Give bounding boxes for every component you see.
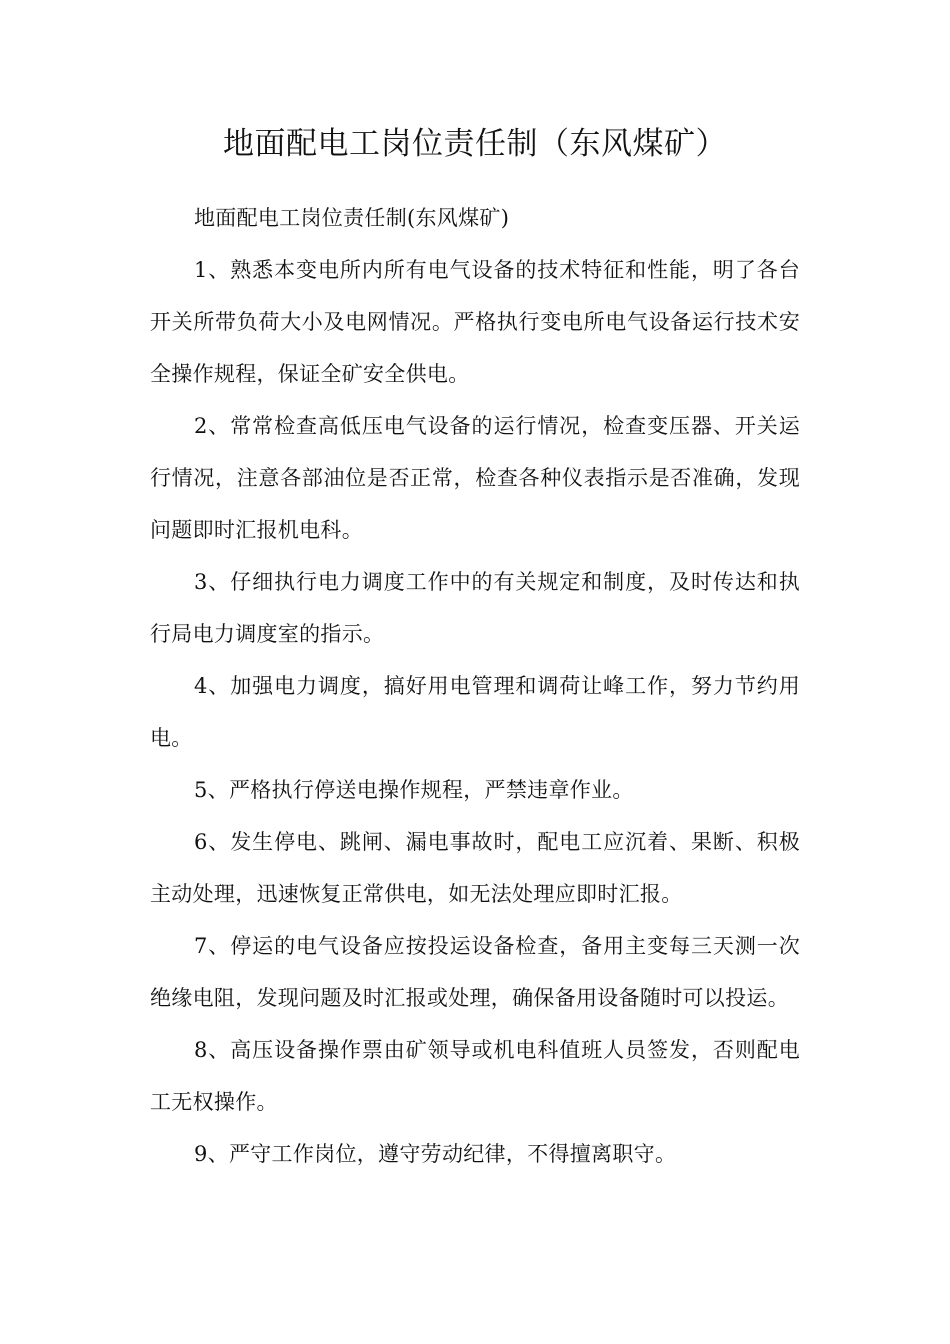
clause-8: 8、高压设备操作票由矿领导或机电科值班人员签发，否则配电工无权操作。 xyxy=(150,1038,800,1114)
document-title: 地面配电工岗位责任制（东风煤矿） xyxy=(223,126,727,162)
clause-3: 3、仔细执行电力调度工作中的有关规定和制度，及时传达和执行局电力调度室的指示。 xyxy=(150,570,800,646)
document-body xyxy=(150,192,800,1180)
clause-2: 2、常常检查高低压电气设备的运行情况，检查变压器、开关运行情况，注意各部油位是否正常，检查各种仪表指示是否准确，发现问题即时汇报机电科。 xyxy=(150,414,800,542)
clause-1: 1、熟悉本变电所内所有电气设备的技术特征和性能，明了各台开关所带负荷大小及电网情况。严格执行变电所电气设备运行技术安全操作规程，保证全矿安全供电。 xyxy=(150,258,800,386)
clause-6: 6、发生停电、跳闸、漏电事故时，配电工应沉着、果断、积极主动处理，迅速恢复正常供电，如无法处理应即时汇报。 xyxy=(150,830,800,906)
subtitle-paragraph: 地面配电工岗位责任制(东风煤矿) xyxy=(194,206,510,230)
clause-4: 4、加强电力调度，搞好用电管理和调荷让峰工作，努力节约用电。 xyxy=(150,674,800,750)
clause-7: 7、停运的电气设备应按投运设备检查，备用主变每三天测一次绝缘电阻，发现问题及时汇报或处理，确保备用设备随时可以投运。 xyxy=(150,934,800,1010)
clause-5: 5、严格执行停送电操作规程，严禁违章作业。 xyxy=(194,778,634,802)
clause-9: 9、严守工作岗位，遵守劳动纪律，不得擅离职守。 xyxy=(194,1142,677,1166)
